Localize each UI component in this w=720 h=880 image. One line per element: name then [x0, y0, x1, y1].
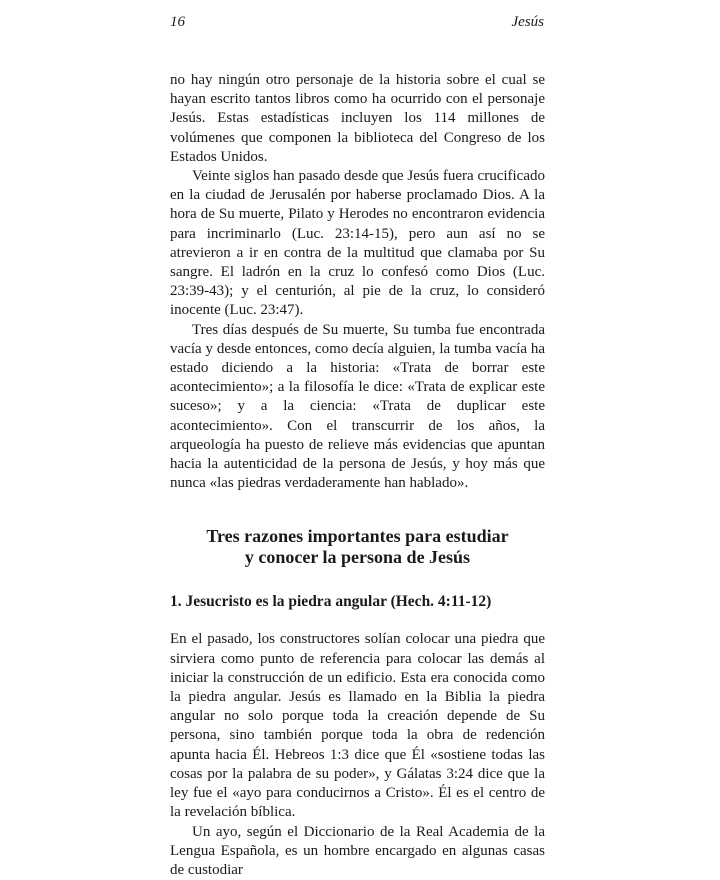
section-heading-line: y conocer la persona de Jesús [170, 547, 545, 568]
page-header [170, 14, 544, 38]
page-number: 16 [170, 14, 185, 31]
section-heading [170, 526, 545, 568]
paragraph: Veinte siglos han pasado desde que Jesús fuera crucificado en la ciudad de Jerusalén por haberse proclamado Dios. A la hora de Su muerte, Pilato y Herodes no encontraron evidencia para incriminarlo (Luc. 23:14-15), pero aun así no se atrevieron a ir en contra de la multitud que clamaba por Su sangre. El ladrón en la cruz lo confesó como Dios (Luc. 23:39-43); y el centurión, al pie de la cruz, lo consideró inocente (Luc. 23:47). [170, 167, 545, 321]
section-heading-line: Tres razones importantes para estudiar [170, 526, 545, 547]
paragraph: no hay ningún otro personaje de la historia sobre el cual se hayan escrito tantos libros como ha ocurrido con el personaje Jesús. Estas estadísticas incluyen los 114 millones de volúmenes que componen la biblioteca del Congreso de los Estados Unidos. [170, 71, 545, 167]
paragraph: Tres días después de Su muerte, Su tumba fue encontrada vacía y desde entonces, como decía alguien, la tumba vacía ha estado diciendo a la historia: «Trata de borrar este acontecimiento»; a la filosofía le dice: «Trata de explicar este suceso»; y a la ciencia: «Trata de duplicar este acontecimiento». Con el transcurrir de los años, la arqueología ha puesto de relieve más evidencias que apuntan hacia la autenticidad de la persona de Jesús, y hoy más que nunca «las piedras verdaderamente han hablado». [170, 321, 545, 494]
page-body [170, 71, 545, 880]
subsection-heading: 1. Jesucristo es la piedra angular (Hech. 4:11-12) [170, 592, 545, 612]
paragraph: En el pasado, los constructores solían colocar una piedra que sirviera como punto de referencia para colocar las demás al iniciar la construcción de un edificio. Esta era conocida como la piedra angular. Jesús es llamado en la Biblia la piedra angular no solo porque toda la creación depende de Su persona, sino también porque toda la obra de redención apunta hacia Él. Hebreos 1:3 dice que Él «sostiene todas las cosas por la palabra de su poder», y Gálatas 3:24 dice que la ley fue el «ayo para conducirnos a Cristo». Él es el centro de la revelación bíblica. [170, 630, 545, 822]
paragraph: Un ayo, según el Diccionario de la Real Academia de la Lengua Española, es un hombre encargado en algunas casas de custodiar [170, 823, 545, 880]
running-title: Jesús [512, 14, 545, 31]
